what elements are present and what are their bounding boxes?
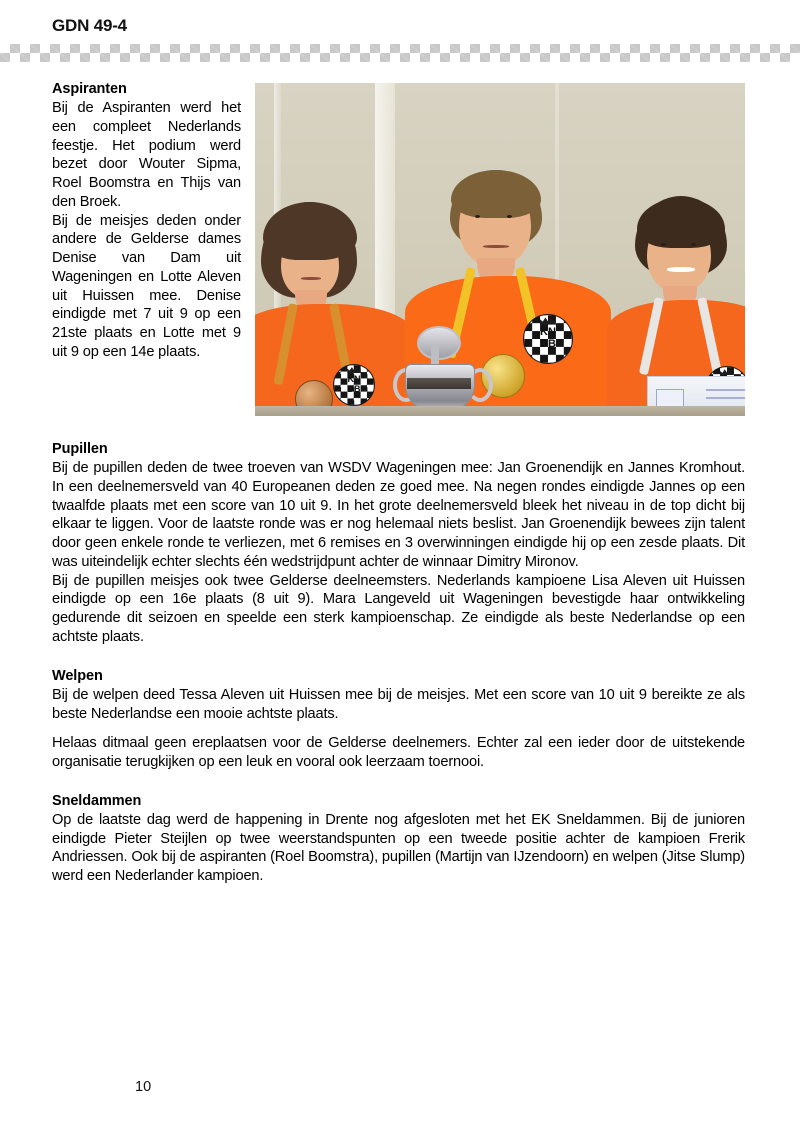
crown-icon bbox=[347, 367, 361, 373]
mouth bbox=[667, 267, 695, 272]
hair-fringe-icon bbox=[451, 170, 541, 218]
certificate-line bbox=[706, 389, 745, 391]
document-content bbox=[52, 80, 745, 886]
eye-left bbox=[475, 215, 480, 218]
mouth bbox=[483, 245, 509, 248]
paragraph: Bij de meisjes deden onder andere de Gelderse dames Denise van Dam uit Wageningen en Lotte Aleven uit Huissen mee. Denise eindigde met 7 uit 9 op een 21ste plaats en Lotte met 9 uit 9 op een 14e plaats. bbox=[52, 212, 241, 360]
crown-icon bbox=[720, 369, 734, 376]
section-aspiranten bbox=[52, 80, 745, 422]
page-title: GDN 49-4 bbox=[52, 16, 127, 35]
section-pupillen bbox=[52, 440, 745, 647]
eye-left bbox=[661, 243, 666, 246]
kndb-logo-letters: KN DB bbox=[347, 374, 361, 394]
kndb-logo-icon bbox=[333, 364, 375, 406]
section-heading-pupillen: Pupillen bbox=[52, 441, 108, 457]
spacer bbox=[52, 422, 745, 440]
trophy-icon bbox=[393, 338, 489, 416]
podium-person-right bbox=[607, 196, 745, 416]
eye-right bbox=[507, 215, 512, 218]
paragraph: Bij de Aspiranten werd het een compleet Nederlands feestje. Het podium werd bezet door Wouter Sipma, Roel Boomstra en Thijs van den Broek. bbox=[52, 100, 241, 210]
aspiranten-text-column bbox=[52, 99, 242, 362]
crown-icon bbox=[540, 317, 556, 325]
mouth bbox=[301, 277, 321, 280]
spacer bbox=[52, 772, 745, 792]
section-welpen bbox=[52, 667, 745, 772]
page-number: 10 bbox=[135, 1079, 152, 1095]
checkered-divider bbox=[0, 44, 800, 62]
section-sneldammen bbox=[52, 792, 745, 886]
spacer bbox=[52, 723, 745, 734]
paragraph: Bij de pupillen meisjes ook twee Gelderse deelneemsters. Nederlands kampioene Lisa Aleven uit Huissen eindigde op een 16e plaats (8 uit 9). Mara Langeveld uit Wageningen bevestigde haar ontwikkeling gedurende dit seizoen en speelde een sterk kampioenschap. Ze eindigde als beste Nederlandse op een achtste plaats. bbox=[52, 572, 745, 645]
photo-artwork bbox=[255, 83, 745, 416]
trophy-topper bbox=[417, 326, 461, 360]
section-heading-aspiranten: Aspiranten bbox=[52, 81, 127, 97]
trophy-engraving-band bbox=[407, 378, 471, 389]
spacer bbox=[52, 647, 745, 667]
kndb-logo-letters: KN DB bbox=[540, 326, 556, 350]
certificate-line bbox=[706, 397, 745, 399]
eye-right bbox=[691, 243, 696, 246]
section-heading-welpen: Welpen bbox=[52, 667, 103, 684]
paragraph: Op de laatste dag werd de happening in Drente nog afgesloten met het EK Sneldammen. Bij de junioren eindigde Pieter Steijlen op twee weerstandspunten op een tweede positie achter de kampioen Frerik Andriessen. Ook bij de aspiranten (Roel Boomstra), pupillen (Martijn van IJzendoorn) en welpen (Jitse Slump) werd een Nederlander kampioen. bbox=[52, 811, 745, 885]
paragraph: Bij de welpen deed Tessa Aleven uit Huissen mee bij de meisjes. Met een score van 10 uit 9 bereikte ze als beste Nederlandse een mooie achtste plaats. bbox=[52, 686, 745, 722]
paragraph: Bij de pupillen deden de twee troeven van WSDV Wageningen mee: Jan Groenendijk en Jannes Kromhout. In een deelnemersveld van 40 Europeanen deden ze goed mee. Na negen rondes eindigde Jannes op een twaalfde plaats met een score van 10 uit 9. In het grote deelnemersveld bleek het niveau in de top dicht bij elkaar te liggen. Voor de laatste ronde was er nog helemaal niets beslist. Jan Groenendijk bewees zijn talent door geen enkele ronde te verliezen, met 6 remises en 3 overwinningen eindigde hij op een zesde plaats. Dit was uiteindelijk echter slechts één wedstrijdpunt achter de winnaar Dimitry Mironov. bbox=[52, 460, 745, 570]
section-heading-sneldammen: Sneldammen bbox=[52, 792, 142, 809]
photo-floor bbox=[255, 406, 745, 416]
kndb-logo-icon bbox=[523, 314, 573, 364]
podium-photo bbox=[255, 83, 745, 416]
document-header bbox=[0, 0, 800, 64]
hair-fringe-icon bbox=[637, 198, 725, 248]
paragraph: Helaas ditmaal geen ereplaatsen voor de Gelderse deelnemers. Echter zal een ieder door de uitstekende organisatie terugkijken op een leuk en vooral ook leerzaam toernooi. bbox=[52, 735, 745, 770]
podium-person-center bbox=[405, 166, 615, 416]
